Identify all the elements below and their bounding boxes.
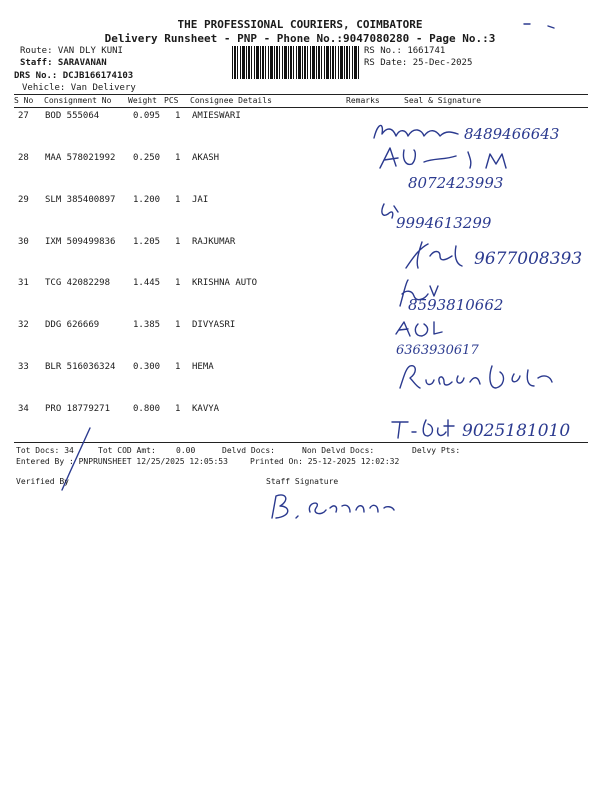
handwritten-phone: 6363930617 bbox=[396, 343, 479, 358]
handwritten-signature-28 bbox=[376, 142, 576, 194]
cell-consignment: PRO 18779271 bbox=[45, 404, 111, 414]
col-header-consignee: Consignee Details bbox=[190, 96, 272, 105]
route-label: Route: VAN DLY KUNI bbox=[20, 46, 123, 56]
entered-by: Entered By : PNPRUNSHEET 12/25/2025 12:05:53 bbox=[16, 457, 228, 466]
cell-sno: 30 bbox=[18, 237, 29, 247]
cell-consignee: KAVYA bbox=[192, 404, 220, 414]
col-header-weight: Weight bbox=[128, 96, 157, 105]
cell-pcs: 1 bbox=[175, 237, 181, 247]
col-header-remarks: Remarks bbox=[346, 96, 380, 105]
runsheet-subtitle: Delivery Runsheet - PNP - Phone No.:9047080280 - Page No.:3 bbox=[104, 32, 496, 45]
cell-weight: 0.250 bbox=[133, 153, 161, 163]
handwritten-phone: 9677008393 bbox=[474, 249, 583, 269]
non-delivered-docs-label: Non Delvd Docs: bbox=[302, 446, 375, 455]
cell-sno: 31 bbox=[18, 278, 29, 288]
handwritten-signature-32 bbox=[390, 318, 550, 358]
cell-pcs: 1 bbox=[175, 195, 181, 205]
total-cod-label: Tot COD Amt: bbox=[98, 446, 156, 455]
cell-pcs: 1 bbox=[175, 320, 181, 330]
cell-consignee: AKASH bbox=[192, 153, 220, 163]
cell-consignee: AMIESWARI bbox=[192, 111, 241, 121]
company-title: THE PROFESSIONAL COURIERS, COIMBATORE bbox=[177, 18, 423, 31]
cell-weight: 0.300 bbox=[133, 362, 161, 372]
total-docs-value: 34 bbox=[64, 446, 74, 455]
cell-weight: 0.800 bbox=[133, 404, 161, 414]
staff-signature-scribble bbox=[266, 490, 406, 526]
table-header-rule bbox=[14, 107, 588, 108]
verified-by-label: Verified By bbox=[16, 477, 69, 486]
handwritten-phone: 9025181010 bbox=[462, 421, 571, 441]
cell-consignee: RAJKUMAR bbox=[192, 237, 236, 247]
cell-consignee: DIVYASRI bbox=[192, 320, 236, 330]
handwritten-phone: 8072423993 bbox=[408, 174, 504, 192]
table-bottom-rule bbox=[14, 442, 588, 443]
cell-weight: 1.385 bbox=[133, 320, 161, 330]
total-docs-label: Tot Docs: bbox=[16, 446, 60, 455]
delivery-points-label: Delvy Pts: bbox=[412, 446, 461, 455]
handwritten-signature-33 bbox=[396, 358, 556, 398]
col-header-sno: S No bbox=[14, 96, 34, 105]
staff-label: Staff: SARAVANAN bbox=[20, 58, 107, 68]
handwritten-signature-34 bbox=[388, 414, 588, 444]
rs-date: RS Date: 25-Dec-2025 bbox=[364, 58, 473, 68]
handwritten-phone: 8489466643 bbox=[464, 125, 560, 143]
cell-consignment: MAA 578021992 bbox=[45, 153, 116, 163]
corner-pen-mark bbox=[520, 18, 560, 30]
cell-sno: 34 bbox=[18, 404, 29, 414]
cell-weight: 0.095 bbox=[133, 111, 161, 121]
cell-pcs: 1 bbox=[175, 153, 181, 163]
handwritten-signature-31 bbox=[394, 276, 564, 316]
drs-number: DRS No.: DCJB166174103 bbox=[14, 71, 134, 81]
col-header-pcs: PCS bbox=[164, 96, 179, 105]
cell-pcs: 1 bbox=[175, 362, 181, 372]
handwritten-signature-30 bbox=[400, 236, 596, 278]
printed-on: Printed On: 25-12-2025 12:02:32 bbox=[250, 457, 400, 466]
cell-sno: 33 bbox=[18, 362, 29, 372]
handwritten-phone: 9994613299 bbox=[396, 214, 492, 232]
cell-consignment: IXM 509499836 bbox=[45, 237, 116, 247]
handwritten-phone: 8593810662 bbox=[408, 296, 504, 314]
cell-weight: 1.205 bbox=[133, 237, 161, 247]
cell-consignment: BLR 516036324 bbox=[45, 362, 116, 372]
staff-signature-label: Staff Signature bbox=[266, 477, 339, 486]
col-header-seal-signature: Seal & Signature bbox=[404, 96, 482, 105]
cell-sno: 27 bbox=[18, 111, 29, 121]
cell-weight: 1.445 bbox=[133, 278, 161, 288]
cell-pcs: 1 bbox=[175, 404, 181, 414]
barcode-image bbox=[232, 46, 360, 79]
cell-sno: 29 bbox=[18, 195, 29, 205]
cell-sno: 28 bbox=[18, 153, 29, 163]
cell-pcs: 1 bbox=[175, 278, 181, 288]
cell-pcs: 1 bbox=[175, 111, 181, 121]
cell-consignment: TCG 42082298 bbox=[45, 278, 111, 288]
cell-consignee: JAI bbox=[192, 195, 209, 205]
cell-sno: 32 bbox=[18, 320, 29, 330]
handwritten-signature-29 bbox=[376, 198, 556, 236]
cell-consignee: HEMA bbox=[192, 362, 214, 372]
cell-consignee: KRISHNA AUTO bbox=[192, 278, 258, 288]
cell-weight: 1.200 bbox=[133, 195, 161, 205]
cell-consignment: BOD 555064 bbox=[45, 111, 100, 121]
cell-consignment: DDG 626669 bbox=[45, 320, 100, 330]
table-top-rule bbox=[14, 94, 588, 95]
rs-number: RS No.: 1661741 bbox=[364, 46, 446, 56]
delivered-docs-label: Delvd Docs: bbox=[222, 446, 275, 455]
total-cod-value: 0.00 bbox=[176, 446, 196, 455]
col-header-consignment: Consignment No bbox=[44, 96, 112, 105]
cell-consignment: SLM 385400897 bbox=[45, 195, 116, 205]
vehicle-label: Vehicle: Van Delivery bbox=[22, 83, 136, 93]
